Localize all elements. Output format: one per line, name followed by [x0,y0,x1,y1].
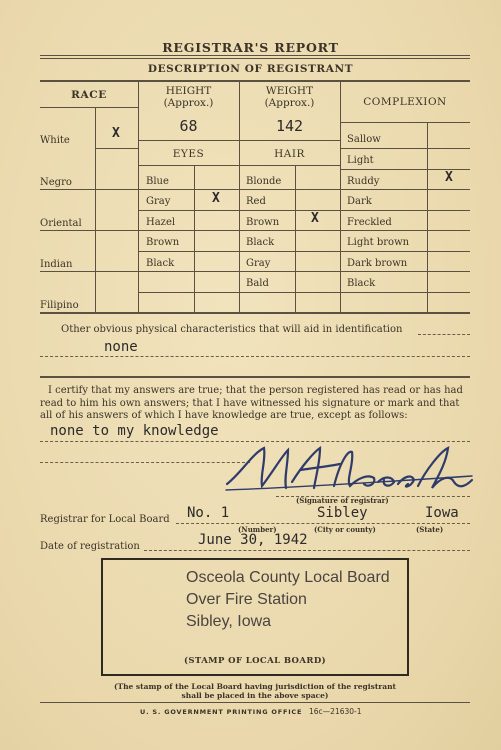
height-value: 68 [179,117,198,135]
footer-rule [40,702,470,703]
complexion-dark-label: Dark [347,196,372,207]
hair-red-label: Red [246,196,266,207]
form-subtitle: DESCRIPTION OF REGISTRANT [147,63,354,75]
hair-brown-mark: X [311,211,319,226]
local-board-city-caption: (City or county) [314,525,376,534]
complexion-dark-brown-label: Dark brown [347,258,408,269]
local-board-number: No. 1 [187,505,230,521]
complexion-freckled-label: Freckled [347,217,392,228]
other-characteristics-label: Other obvious physical characteristics that will aid in identification [61,324,403,335]
signature-text: N.H. Hosch [222,442,228,443]
race-header: RACE [71,89,107,101]
stamp-caption: (STAMP OF LOCAL BOARD) [183,656,327,666]
certification-text [40,385,472,423]
eyes-header: EYES [172,148,205,160]
section-rule [40,376,470,378]
height-header-line-1: HEIGHT [165,85,212,97]
weight-value: 142 [275,117,304,135]
race-indian-label: Indian [40,259,73,270]
race-white-mark: X [112,126,120,141]
stamp-note-line-2: shall be placed in the above space) [181,691,329,700]
form-title: REGISTRAR'S REPORT [162,40,339,55]
height-header-line-2: (Approx.) [163,97,214,109]
complexion-header: COMPLEXION [363,96,447,108]
local-board-state-caption: (State) [416,525,444,534]
subtitle-rule [40,80,470,82]
eyes-brown-label: Brown [146,237,180,248]
certification-line-2: read to him his own answers; that I have witnessed his signature or mark and that [40,397,460,409]
form-code: 16c—21630-1 [309,707,362,716]
title-rule [40,55,470,56]
registration-date-value: June 30, 1942 [198,532,308,548]
hair-black-label: Black [246,237,275,248]
weight-header-line-2: (Approx.) [264,97,315,109]
certification-exception-value: none to my knowledge [50,423,219,439]
eyes-gray-label: Gray [146,196,171,207]
stamp-note [40,682,470,700]
local-board-number-caption: (Number) [238,525,277,534]
other-characteristics-value: none [104,339,138,355]
complexion-sallow-label: Sallow [347,134,381,145]
weight-header [239,85,340,109]
eyes-black-label: Black [146,258,175,269]
certification-line-3: all of his answers of which I have knowledge are true, except as follows: [40,410,408,421]
hair-gray-label: Gray [246,258,271,269]
stamp-line-3: Sibley, Iowa [186,613,272,630]
eyes-hazel-label: Hazel [146,217,176,228]
title-rule-2 [40,58,470,59]
complexion-light-label: Light [347,155,374,166]
complexion-black-label: Black [347,278,376,289]
complexion-ruddy-mark: X [445,170,453,185]
table-bottom-rule [40,312,470,314]
height-header [138,85,239,109]
signature-caption: (Signature of registrar) [296,496,389,505]
complexion-light-brown-label: Light brown [347,237,410,248]
weight-header-line-1: WEIGHT [265,85,314,97]
eyes-blue-label: Blue [146,176,169,187]
registrar-signature [222,442,480,500]
complexion-ruddy-label: Ruddy [347,176,380,187]
hair-bald-label: Bald [246,278,269,289]
registration-date-label: Date of registration [40,541,140,552]
local-board-city: Sibley [317,505,368,521]
hair-brown-label: Brown [246,217,280,228]
stamp-note-line-1: (The stamp of the Local Board having jurisdiction of the registrant [113,682,397,691]
stamp-text [186,567,390,633]
printer-credit: U. S. GOVERNMENT PRINTING OFFICE [140,708,303,716]
local-board-label: Registrar for Local Board [40,514,170,525]
race-white-label: White [40,135,70,146]
certification-line-1: I certify that my answers are true; that the person registered has read or has had [48,385,463,396]
race-oriental-label: Oriental [40,218,82,229]
local-board-state: Iowa [425,505,459,521]
eyes-gray-mark: X [212,191,220,206]
stamp-line-1: Osceola County Local Board [186,569,390,586]
race-filipino-label: Filipino [40,300,79,311]
hair-blonde-label: Blonde [246,176,282,187]
hair-header: HAIR [274,148,305,160]
race-negro-label: Negro [40,177,72,188]
stamp-line-2: Over Fire Station [186,591,307,608]
